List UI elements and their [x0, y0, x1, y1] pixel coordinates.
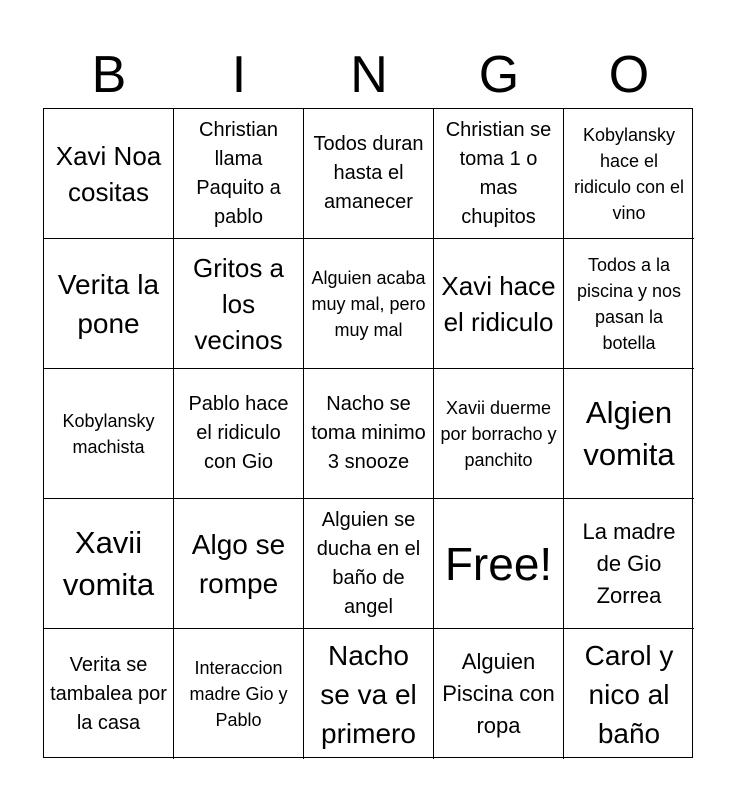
- bingo-header: [44, 40, 694, 110]
- bingo-cell[interactable]: Alguien Piscina con ropa: [434, 629, 564, 759]
- bingo-cell[interactable]: Xavii vomita: [44, 499, 174, 629]
- bingo-cell[interactable]: Carol y nico al baño: [584, 639, 674, 749]
- bingo-cell[interactable]: Nacho se va el primero: [304, 629, 434, 759]
- bingo-cell[interactable]: Xavii duerme por borracho y panchito: [434, 369, 564, 499]
- bingo-card: [43, 108, 693, 758]
- bingo-cell[interactable]: Gritos a los vecinos: [174, 239, 304, 369]
- bingo-cell[interactable]: Kobylansky machista: [44, 369, 174, 499]
- bingo-cell[interactable]: Xavi Noa cositas: [44, 109, 174, 239]
- bingo-cell[interactable]: Pablo hace el ridiculo con Gio: [174, 369, 304, 499]
- header-letter-g: G: [478, 46, 520, 104]
- header-letter-o: O: [608, 46, 650, 104]
- bingo-cell[interactable]: Todos a la piscina y nos pasan la botella: [564, 239, 694, 369]
- bingo-cell[interactable]: Nacho se toma minimo 3 snooze: [304, 369, 434, 499]
- bingo-cell[interactable]: Verita se tambalea por la casa: [44, 629, 174, 759]
- bingo-cell[interactable]: Alguien se ducha en el baño de angel: [304, 499, 434, 629]
- header-letter-n: N: [350, 46, 388, 104]
- free-space[interactable]: Free!: [434, 499, 564, 629]
- bingo-cell[interactable]: Interaccion madre Gio y Pablo: [174, 629, 304, 759]
- header-letter-i: I: [231, 46, 247, 104]
- bingo-cell[interactable]: Christian se toma 1 o mas chupitos: [434, 109, 564, 239]
- bingo-cell[interactable]: Xavi hace el ridiculo: [434, 239, 564, 369]
- bingo-cell[interactable]: Kobylansky hace el ridiculo con el vino: [564, 109, 694, 239]
- bingo-cell[interactable]: Verita la pone: [44, 239, 174, 369]
- bingo-cell[interactable]: Algien vomita: [564, 369, 694, 499]
- bingo-cell[interactable]: Algo se rompe: [174, 499, 304, 629]
- bingo-cell[interactable]: Christian llama Paquito a pablo: [174, 109, 304, 239]
- bingo-cell[interactable]: La madre de Gio Zorrea: [564, 499, 694, 629]
- bingo-cell[interactable]: Todos duran hasta el amanecer: [304, 109, 434, 239]
- bingo-cell[interactable]: Alguien acaba muy mal, pero muy mal: [304, 239, 434, 369]
- header-letter-b: B: [91, 46, 127, 104]
